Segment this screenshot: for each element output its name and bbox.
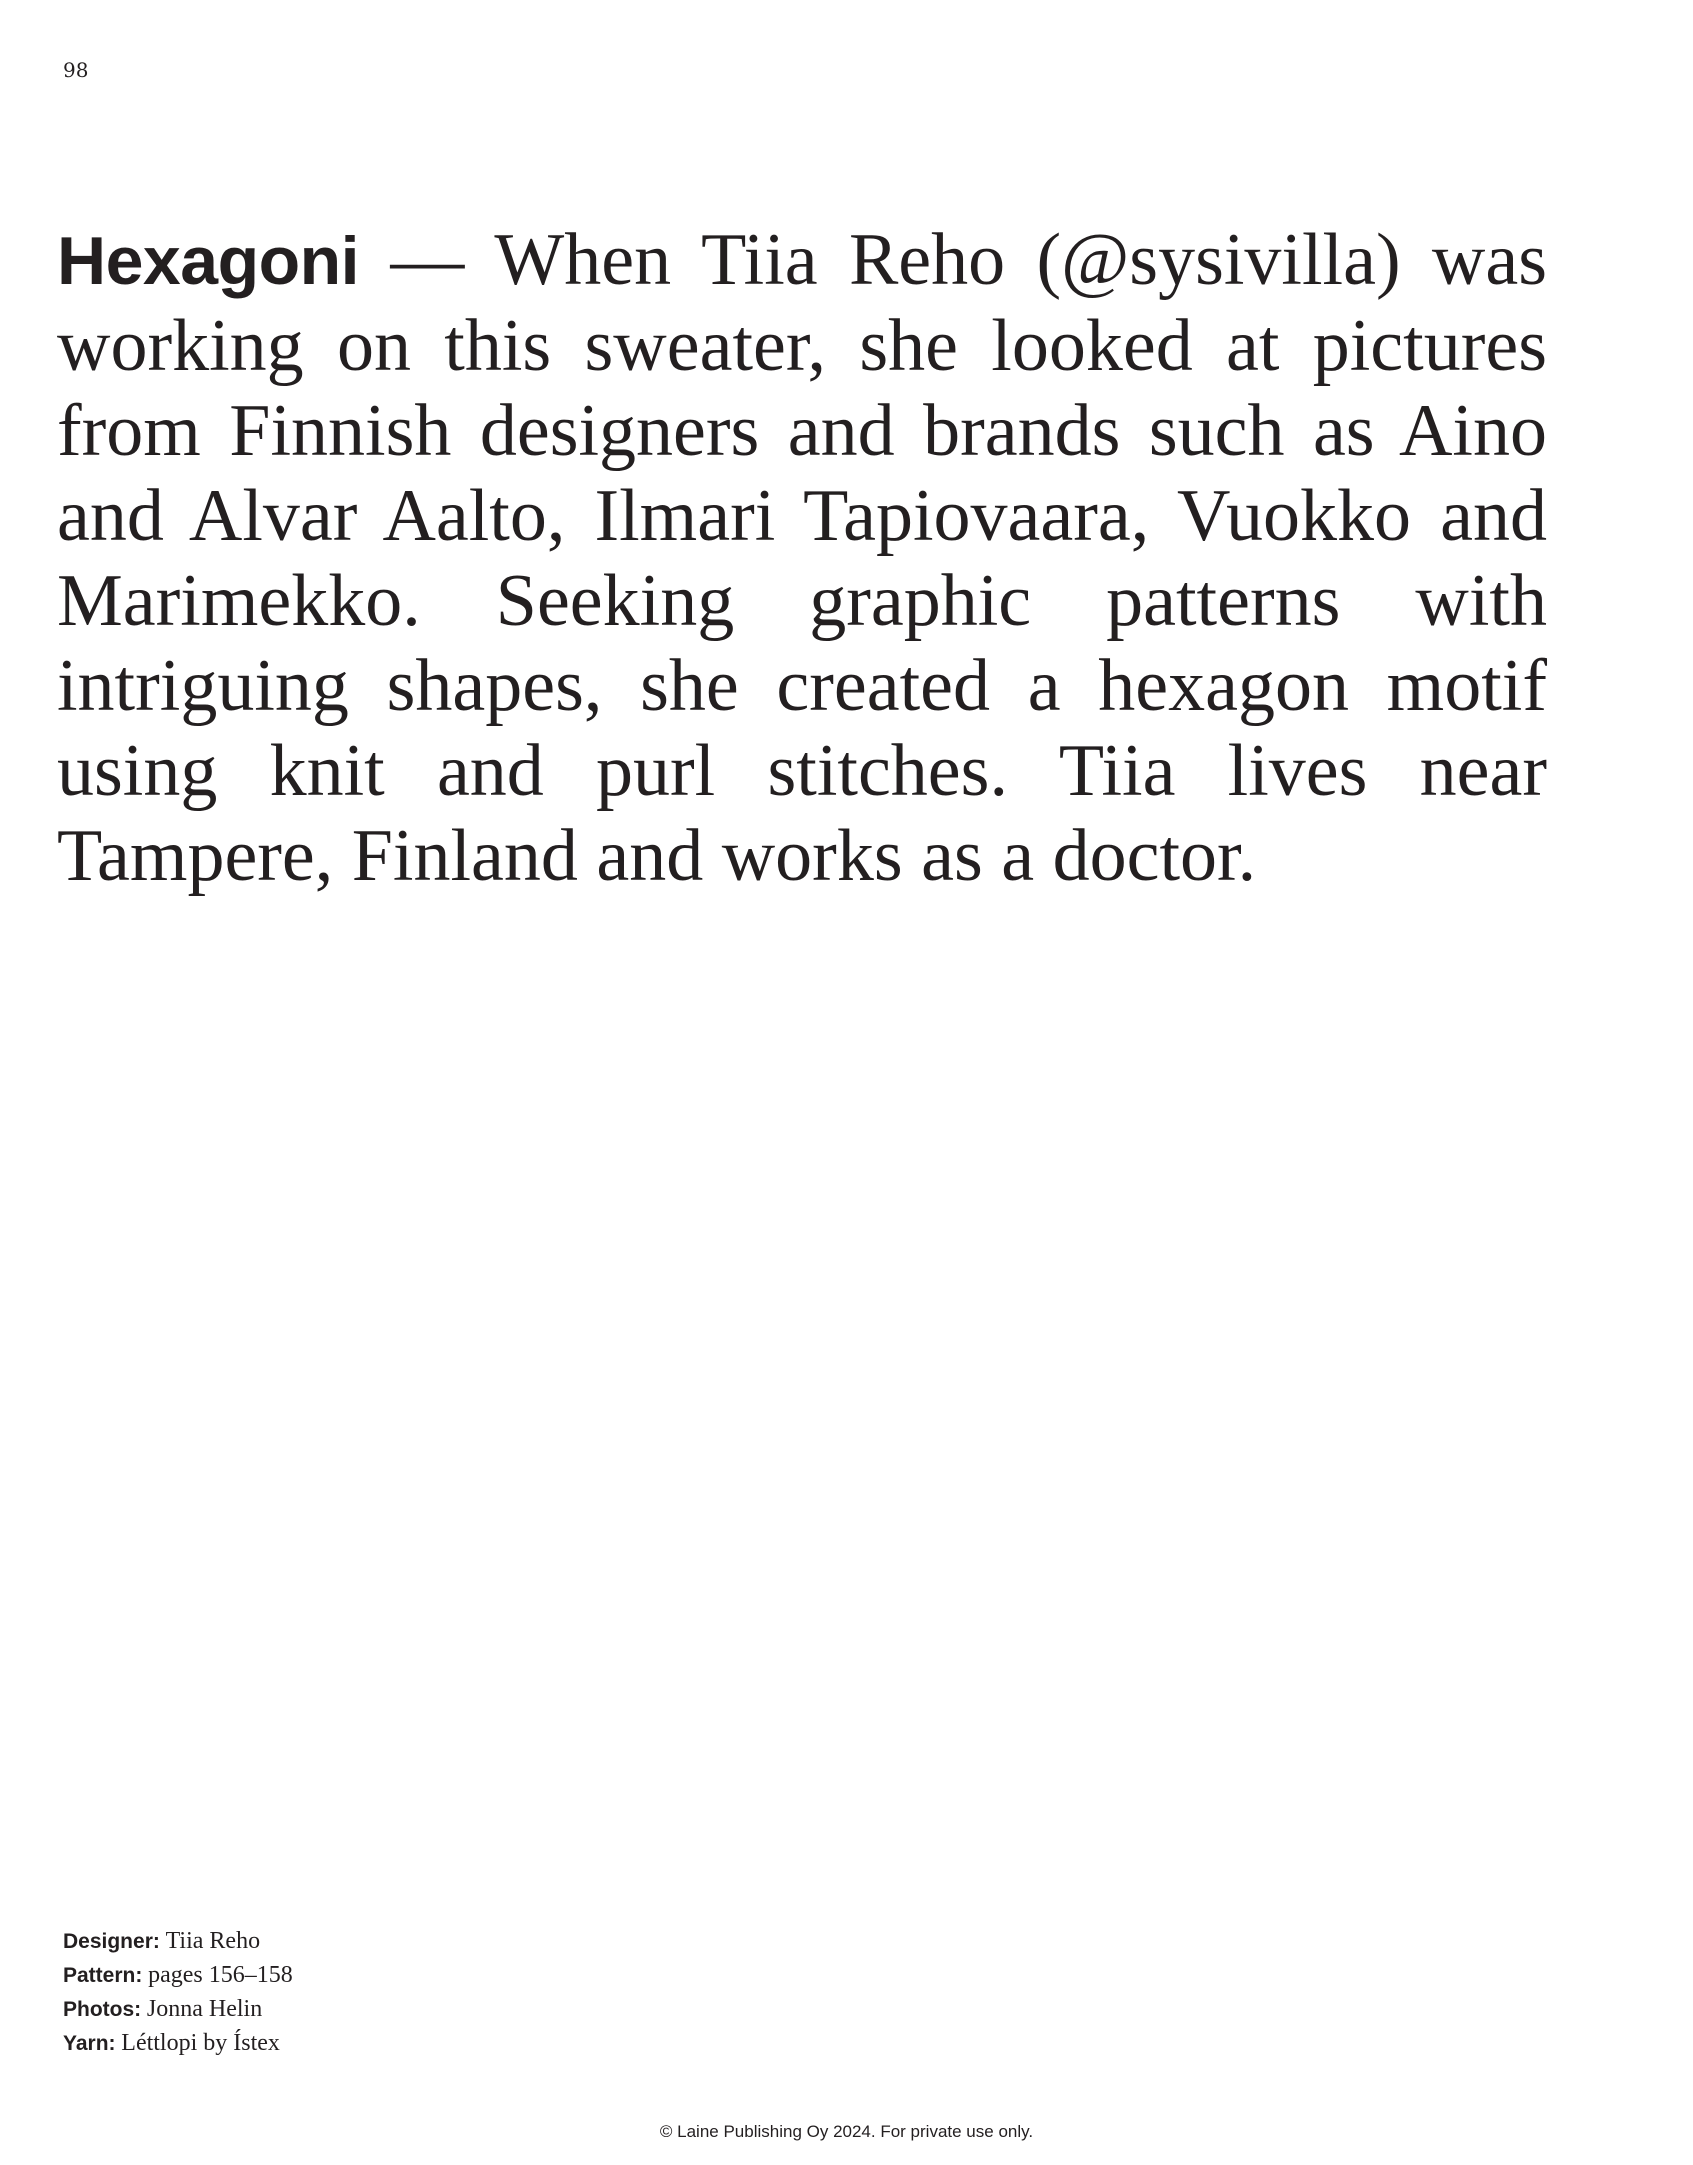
credit-label: Pattern:: [63, 1964, 143, 1987]
credit-label: Yarn:: [63, 2032, 116, 2055]
intro-body: When Tiia Reho (@sysivilla) was working on this sweater, she looked at pictures from Finnish designers and brands such as Aino and Alvar Aalto, Ilmari Tapiovaara, Vuokko and Marimekko. Seeking graphic patterns with intriguing shapes, she created a hexagon motif using knit and purl stitches. Tiia lives near Tampere, Finland and works as a doctor.: [57, 219, 1547, 897]
intro-paragraph: [57, 218, 1547, 899]
credit-pattern: [63, 1958, 293, 1992]
credit-value: Jonna Helin: [146, 1996, 263, 2022]
credit-label: Photos:: [63, 1998, 142, 2021]
credit-yarn: [63, 2026, 293, 2060]
credits-block: [63, 1924, 293, 2060]
page-number: 98: [63, 58, 89, 82]
credit-photos: [63, 1992, 293, 2026]
credit-value: pages 156–158: [148, 1962, 293, 1988]
copyright-footer: © Laine Publishing Oy 2024. For private use only.: [659, 2122, 1034, 2141]
article-title: Hexagoni: [57, 223, 360, 299]
credit-value: Tiia Reho: [165, 1928, 261, 1954]
credit-label: Designer:: [63, 1930, 160, 1953]
title-separator: —: [359, 219, 495, 301]
credit-designer: [63, 1924, 293, 1958]
credit-value: Léttlopi by Ístex: [121, 2030, 280, 2056]
